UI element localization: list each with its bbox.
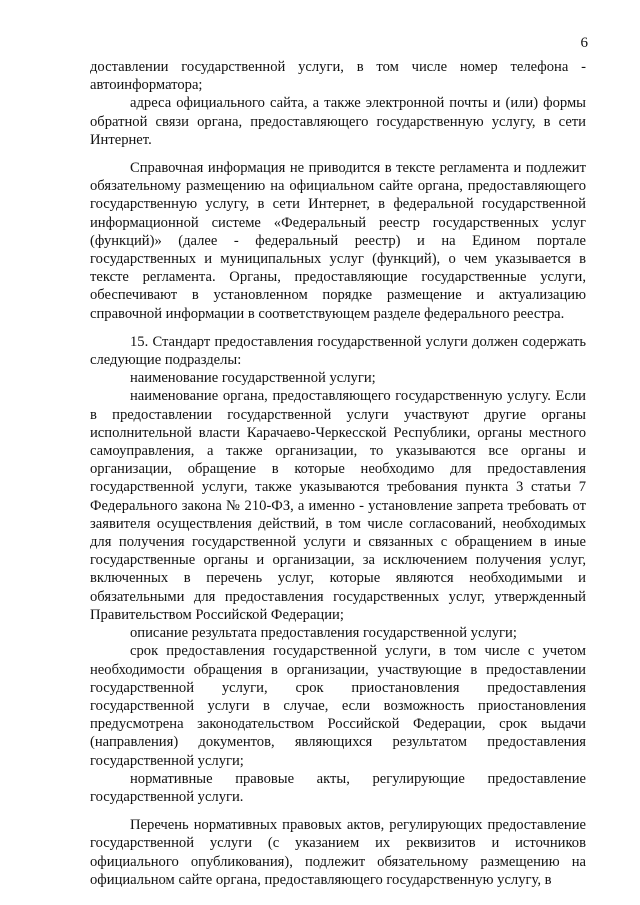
paragraph: наименование государственной услуги; [130,370,376,387]
paragraph: срок предоставления государственной услуги, в том числе с учетом необходимости обращения в организации, участвующие в предоставлении государственной услуги, срок приостановления предоставления государственной услуги в случае, если возможность приостановления предусмотрена законодательством Российской Федерации, срок выдачи (направления) документов, являющихся результатом предоставления государственной услуги; [90,643,586,769]
paragraph: Справочная информация не приводится в тексте регламента и подлежит обязательному размещению на официальном сайте органа, предоставляющего государственную услугу, в сети Интернет, в федеральной государственной информационной системе «Федеральный реестр государственных услуг (функций)» (далее - федеральный реестр) и на Едином портале государственных и муниципальных услуг (функций), о чем указывается в тексте регламента. Органы, предоставляющие государственные услуги, обеспечивают в установленном порядке размещение и актуализацию справочной информации в соответствующем разделе федерального реестра. [90,160,586,322]
page-number: 6 [580,35,588,51]
paragraph: 15. Стандарт предоставления государственной услуги должен содержать следующие подразделы: [90,333,586,369]
paragraph: Перечень нормативных правовых актов, регулирующих предоставление государственной услуги (с указанием их реквизитов и источников официального опубликования), подлежит обязательному размещению на официальном сайте органа, предоставляющего государственную услугу, в [90,817,586,888]
paragraph: наименование органа, предоставляющего государственную услугу. Если в предоставлении государственной услуги участвуют другие органы исполнительной власти Карачаево-Черкесской Республики, органы местного самоуправления, а также организации, то указываются все органы и организации, обращение в которые необходимо для предоставления государственной услуги, также указываются требования пункта 3 статьи 7 Федерального закона № 210-ФЗ, а именно - установление запрета требовать от заявителя осуществления действий, в том числе согласований, необходимых для получения государственной услуги и связанных с обращением в иные государственные органы и организации, за исключением получения услуг, включенных в перечень услуг, которые являются необходимыми и обязательными для предоставления государственных услуг, утвержденный Правительством Российской Федерации; [90,388,586,623]
paragraph: адреса официального сайта, а также электронной почты и (или) формы обратной связи органа, предоставляющего государственную услугу, в сети Интернет. [90,95,586,148]
paragraph: доставлении государственной услуги, в том числе номер телефона - автоинформатора; [90,59,586,94]
paragraph: описание результата предоставления государственной услуги; [130,625,517,642]
paragraph: нормативные правовые акты, регулирующие предоставление государственной услуги. [90,770,586,805]
body-text [90,58,586,889]
